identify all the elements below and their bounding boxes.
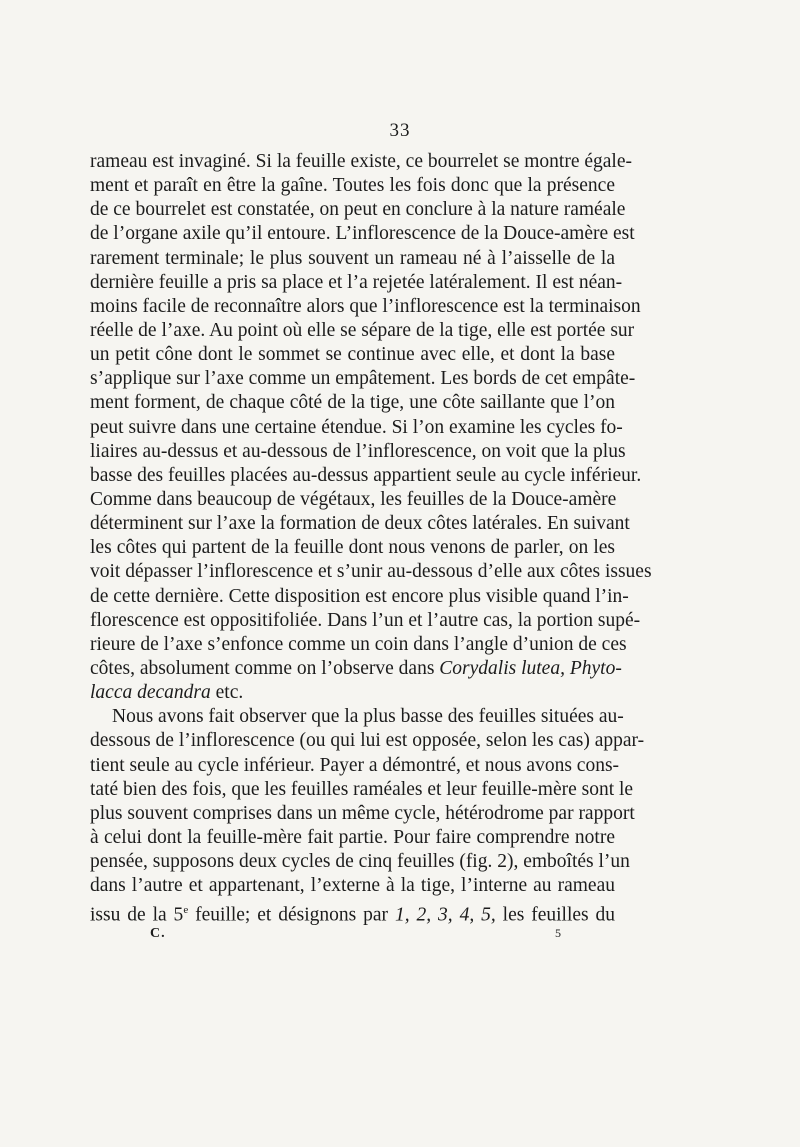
text-line xyxy=(90,657,622,681)
text-line: liaires au-dessus et au-dessous de l’inflorescence, on voit que la plus xyxy=(90,440,626,462)
text-line: taté bien des fois, que les feuilles raméales et leur feuille-mère sont le xyxy=(90,778,634,800)
text-line: réelle de l’axe. Au point où elle se sépare de la tige, elle est portée sur xyxy=(90,319,635,341)
text-block xyxy=(90,150,652,926)
text-line: s’applique sur l’axe comme un empâtement. Les bords de cet empâte- xyxy=(90,368,636,390)
page-number: 33 xyxy=(389,120,411,141)
text-segment: les feuilles du xyxy=(502,904,616,926)
text-line: peut suivre dans une certaine étendue. Si l’on examine les cycles fo- xyxy=(90,416,623,438)
text-line: de cette dernière. Cette disposition est encore plus visible quand l’in- xyxy=(90,585,629,607)
text-line: ment et paraît en être la gaîne. Toutes les fois donc que la présence xyxy=(90,175,615,197)
text-line: Comme dans beaucoup de végétaux, les feuilles de la Douce-amère xyxy=(90,488,617,510)
italic-species-name: lacca decandra xyxy=(90,682,211,704)
text-line: rameau est invaginé. Si la feuille existe, ce bourrelet se montre égale- xyxy=(90,151,632,172)
text-line: plus souvent comprises dans un même cycle, hétérodrome par rapport xyxy=(90,802,635,824)
text-line: rarement terminale; le plus souvent un rameau né à l’aisselle de la xyxy=(90,247,615,269)
text-line xyxy=(90,681,615,705)
text-line: un petit cône dont le sommet se continue avec elle, et dont la base xyxy=(90,344,615,366)
text-line: pensée, supposons deux cycles de cinq feuilles (fig. 2), emboîtés l’un xyxy=(90,851,630,873)
text-line: à celui dont la feuille-mère fait partie. Pour faire comprendre notre xyxy=(90,826,615,848)
text-line: voit dépasser l’inflorescence et s’unir au-dessous d’elle aux côtes issues xyxy=(90,561,652,583)
text-segment: côtes, absolument comme on l’observe dans xyxy=(90,657,435,679)
text-line: les côtes qui partent de la feuille dont nous venons de parler, on les xyxy=(90,537,615,559)
text-line: basse des feuilles placées au-dessus appartient seule au cycle inférieur. xyxy=(90,464,642,486)
text-line: rieure de l’axe s’enfonce comme un coin dans l’angle d’union de ces xyxy=(90,633,627,655)
text-line: Nous avons fait observer que la plus basse des feuilles situées au- xyxy=(112,706,624,728)
text-segment: feuille; et désignons par xyxy=(195,904,389,926)
text-line: de ce bourrelet est constatée, on peut en conclure à la nature raméale xyxy=(90,199,626,221)
text-line: ment forment, de chaque côté de la tige, une côte saillante que l’on xyxy=(90,392,615,414)
text-line: dernière feuille a pris sa place et l’a rejetée latéralement. Il est néan- xyxy=(90,271,623,293)
italic-numbers: 1, 2, 3, 4, 5, xyxy=(394,904,496,926)
text-line: dessous de l’inflorescence (ou qui lui est opposée, selon les cas) appar- xyxy=(90,730,645,752)
text-line: déterminent sur l’axe la formation de deux côtes latérales. En suivant xyxy=(90,513,630,535)
text-line: dans l’autre et appartenant, l’externe à la tige, l’interne au rameau xyxy=(90,875,615,897)
italic-species-name: Corydalis lutea, Phyto- xyxy=(439,657,622,679)
superscript: e xyxy=(183,904,189,917)
text-line: tient seule au cycle inférieur. Payer a démontré, et nous avons cons- xyxy=(90,754,620,776)
text-line: florescence est oppositifoliée. Dans l’un et l’autre cas, la portion supé- xyxy=(90,609,641,631)
text-line: de l’organe axile qu’il entoure. L’inflorescence de la Douce-amère est xyxy=(90,223,635,245)
text-segment: etc. xyxy=(215,682,244,704)
text-line: moins facile de reconnaître alors que l’inflorescence est la terminaison xyxy=(90,295,641,317)
signature-number: 5 xyxy=(555,926,561,940)
text-line xyxy=(90,898,616,926)
signature-mark: C. xyxy=(150,926,166,941)
text-segment: issu de la 5 xyxy=(90,904,184,926)
